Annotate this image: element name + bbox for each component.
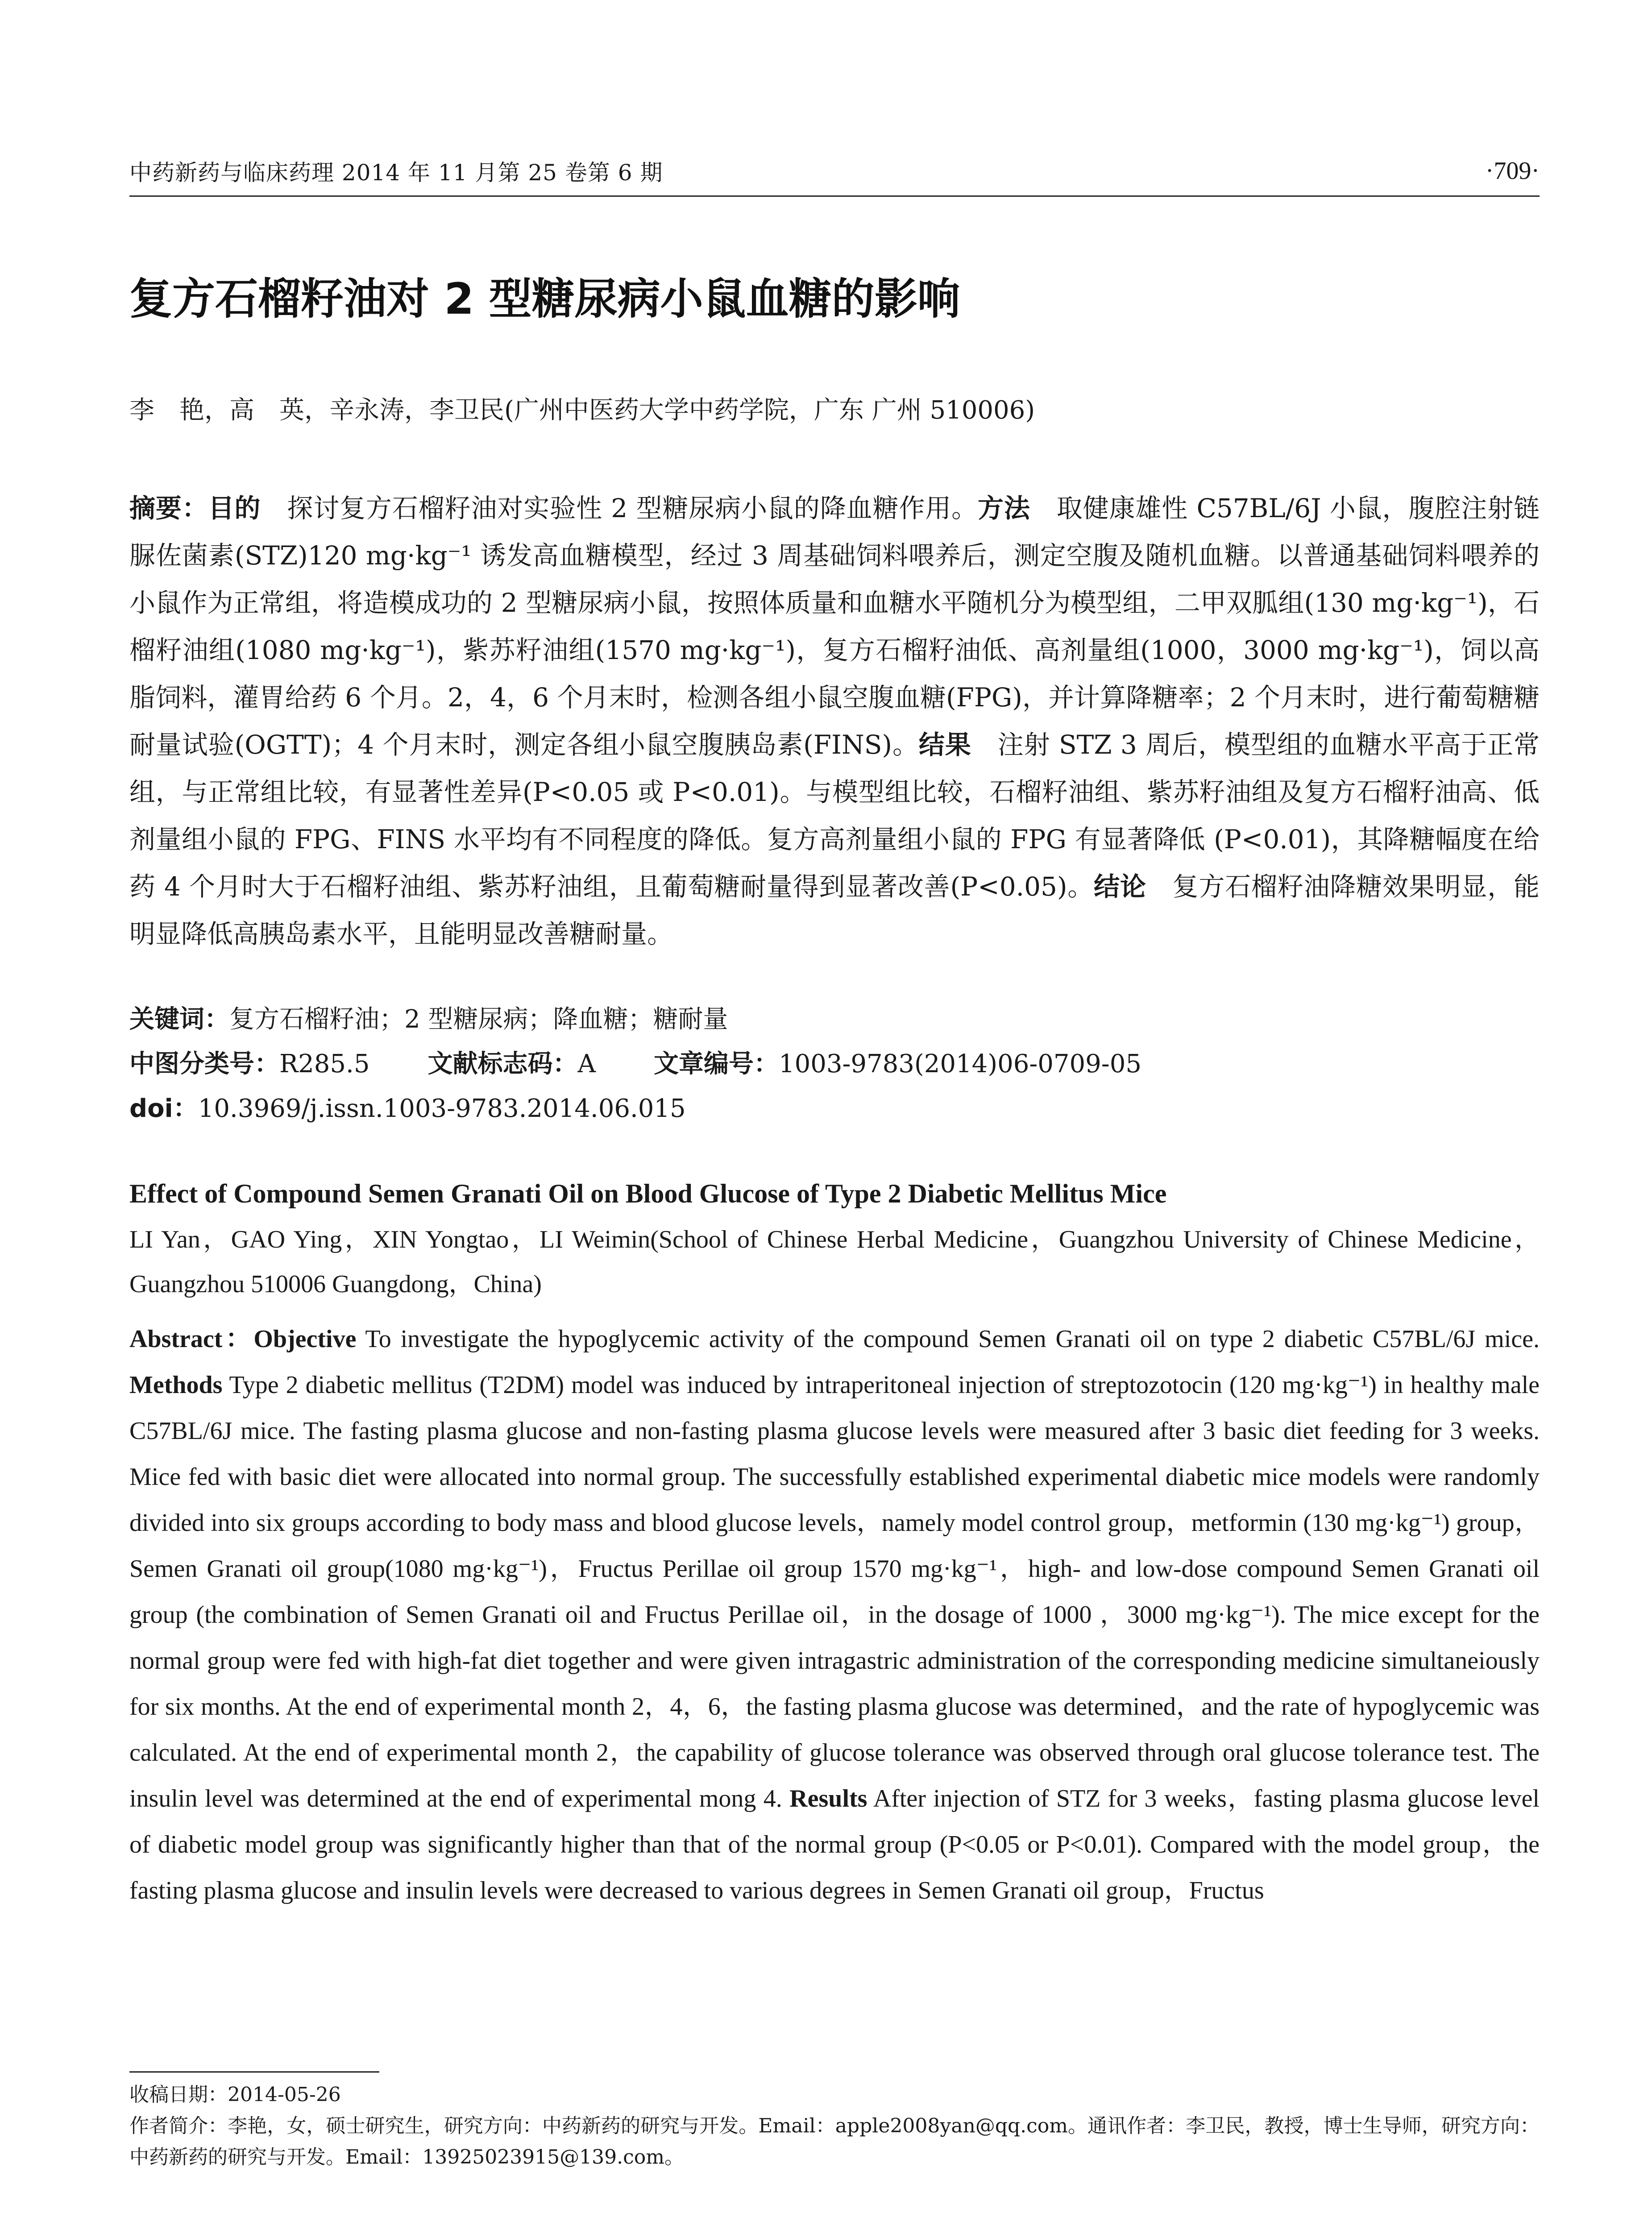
en-methods-text: Type 2 diabetic mellitus (T2DM) model was induced by intraperitoneal injection of streptozotocin (120 mg·kg⁻¹) in healthy male C57BL/6J mice. The fasting plasma glucose and non-fasting plasma glucose levels were measured after 3 basic diet feeding for 3 weeks. Mice fed with basic diet were allocated into normal group. The successfully established experimental diabetic mice models were randomly divided into six groups according to body mass and blood glucose levels，namely model control group，metformin (130 mg·kg⁻¹) group，Semen Granati oil group(1080 mg·kg⁻¹)，Fructus Perillae oil group 1570 mg·kg⁻¹，high- and low-dose compound Semen Granati oil group (the combination of Semen Granati oil and Fructus Perillae oil，in the dosage of 1000 ，3000 mg·kg⁻¹). The mice except for the normal group were fed with high-fat diet together and were given intragastric administration of the corresponding medicine simultaneiously for six months. At the end of experimental month 2，4，6，the fasting plasma glucose was determined，and the rate of hypoglycemic was calculated. At the end of experimental month 2，the capability of glucose tolerance was observed through oral glucose tolerance test. The insulin level was determined at the end of experimental mong 4. xyxy=(129,1371,1540,1812)
author-info: 作者简介：李艳，女，硕士研究生，研究方向：中药新药的研究与开发。Email：apple2008yan@qq.com。通讯作者：李卫民，教授，博士生导师，研究方向：中药新药的研究与开发。Email：13925023915@139.com。 xyxy=(129,2115,1540,2169)
article-title: 复方石榴籽油对 2 型糖尿病小鼠血糖的影响 xyxy=(129,274,960,324)
header-rule xyxy=(129,195,1540,197)
chinese-abstract xyxy=(129,485,1540,958)
en-results-text: After injection of STZ for 3 weeks，fasting plasma glucose level of diabetic model group was significantly higher than that of the normal group (P<0.05 or P<0.01). Compared with the model group，the fasting plasma glucose and insulin levels were decreased to various degrees in Semen Granati oil group，Fructus xyxy=(129,1785,1540,1904)
author-affiliation: 李 艳，高 英，辛永涛，李卫民(广州中医药大学中药学院，广东 广州 510006) xyxy=(129,396,1035,425)
objective-label: 目的 xyxy=(208,493,261,523)
methods-text: 取健康雄性 C57BL/6J 小鼠，腹腔注射链脲佐菌素(STZ)120 mg·kg⁻¹ 诱发高血糖模型，经过 3 周基础饲料喂养后，测定空腹及随机血糖。以普通基础饲料喂养的小鼠作为正常组，将造模成功的 2 型糖尿病小鼠，按照体质量和血糖水平随机分为模型组，二甲双胍组(130 mg·kg⁻¹)，石榴籽油组(1080 mg·kg⁻¹)，紫苏籽油组(1570 mg·kg⁻¹)，复方石榴籽油低、高剂量组(1000，3000 mg·kg⁻¹)，饲以高脂饲料，灌胃给药 6 个月。2，4，6 个月末时，检测各组小鼠空腹血糖(FPG)，并计算降糖率；2 个月末时，进行葡萄糖糖耐量试验(OGTT)；4 个月末时，测定各组小鼠空腹胰岛素(FINS)。 xyxy=(129,493,1540,760)
document-code-label: 文献标志码： xyxy=(428,1049,578,1078)
english-authors: LI Yan，GAO Ying，XIN Yongtao，LI Weimin(School of Chinese Herbal Medicine，Guangzhou University of Chinese Medicine，Guangzhou 510006 Guangdong，China) xyxy=(129,1226,1540,1298)
en-results-label: Results xyxy=(789,1785,868,1812)
results-text: 注射 STZ 3 周后，模型组的血糖水平高于正常组，与正常组比较，有显著性差异(P<0.05 或 P<0.01)。与模型组比较，石榴籽油组、紫苏籽油组及复方石榴籽油高、低剂量组小鼠的 FPG、FINS 水平均有不同程度的降低。复方高剂量组小鼠的 FPG 有显著降低 (P<0.01)，其降糖幅度在给药 4 个月时大于石榴籽油组、紫苏籽油组，且葡萄糖耐量得到显著改善(P<0.05)。 xyxy=(129,730,1540,902)
document-code-value: A xyxy=(577,1049,596,1078)
en-methods-label: Methods xyxy=(129,1371,223,1399)
en-objective-label: Objective xyxy=(253,1325,357,1353)
english-title: Effect of Compound Semen Granati Oil on Blood Glucose of Type 2 Diabetic Mellitus Mice xyxy=(129,1179,1167,1208)
keywords-text: 复方石榴籽油；2 型糖尿病；降血糖；糖耐量 xyxy=(229,1005,728,1034)
article-number-value: 1003-9783(2014)06-0709-05 xyxy=(778,1049,1141,1078)
journal-info: 中药新药与临床药理 2014 年 11 月第 25 卷第 6 期 xyxy=(129,160,663,186)
objective-text: 探讨复方石榴籽油对实验性 2 型糖尿病小鼠的降血糖作用。 xyxy=(261,493,978,523)
footnote-rule xyxy=(129,2071,379,2073)
en-abstract-label: Abstract： xyxy=(129,1325,254,1353)
results-label: 结果 xyxy=(918,730,971,760)
clc-label: 中图分类号： xyxy=(129,1049,279,1078)
page-number: ·709· xyxy=(1485,157,1540,185)
doi-label: doi： xyxy=(129,1094,198,1123)
doi-value: 10.3969/j.issn.1003-9783.2014.06.015 xyxy=(198,1094,686,1123)
paper-page xyxy=(129,0,1540,2231)
conclusion-label: 结论 xyxy=(1094,871,1146,902)
abstract-label: 摘要： xyxy=(129,493,208,523)
received-date: 收稿日期：2014-05-26 xyxy=(129,2083,341,2106)
methods-label: 方法 xyxy=(978,493,1030,523)
keywords xyxy=(129,997,1540,1042)
conclusion-text: 复方石榴籽油降糖效果明显，能明显降低高胰岛素水平，且能明显改善糖耐量。 xyxy=(129,871,1540,949)
keywords-label: 关键词： xyxy=(129,1005,229,1034)
doi-line xyxy=(129,1086,1540,1131)
classification-line xyxy=(129,1042,1540,1086)
article-number-label: 文章编号： xyxy=(653,1049,779,1078)
english-abstract xyxy=(129,1316,1540,1914)
footnotes xyxy=(129,2079,1540,2173)
en-objective-text: To investigate the hypoglycemic activity of the compound Semen Granati oil on type 2 diabetic C57BL/6J mice. xyxy=(356,1325,1540,1353)
clc-value: R285.5 xyxy=(279,1049,370,1078)
running-header xyxy=(129,157,1540,193)
